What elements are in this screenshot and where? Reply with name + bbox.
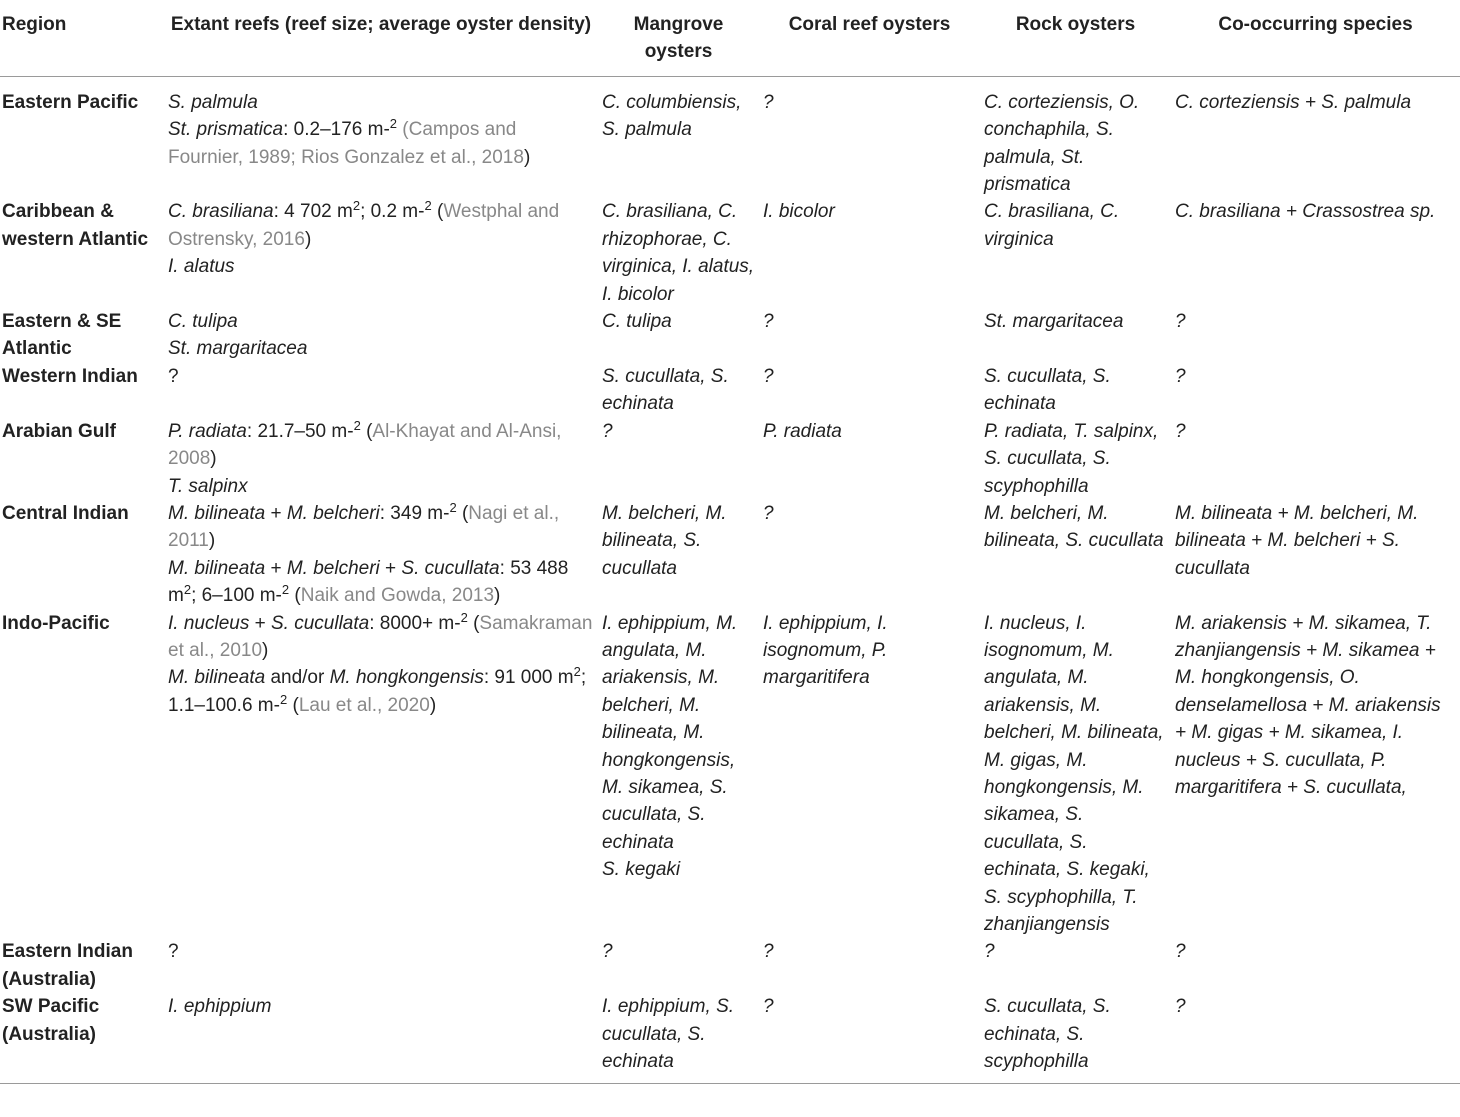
table-row: [0, 76, 1460, 198]
coral-reef-oysters-cell: ?: [763, 996, 774, 1018]
rock-oysters-cell: M. belcheri, M. bilineata, S. cucullata: [984, 502, 1164, 552]
citation-text: Nagi et al., 2011: [168, 502, 560, 552]
text-segment: ): [208, 530, 216, 552]
superscript: 2: [460, 609, 468, 625]
text-segment: P. radiata: [168, 420, 247, 442]
rock-oysters-cell: P. radiata, T. salpinx, S. cucullata, S. scyphophilla: [984, 420, 1159, 497]
text-segment: I. nucleus: [168, 612, 250, 634]
extant-reef-line: [168, 89, 594, 116]
citation-text: (Campos and Fournier, 1989; Rios Gonzalez et al., 2018: [168, 119, 524, 168]
rock-oysters-cell: S. cucullata, S. echinata, S. scyphophilla: [984, 996, 1111, 1073]
text-segment: (: [456, 502, 469, 524]
table-row: [0, 363, 1460, 418]
rock-oysters-cell: ?: [984, 941, 995, 963]
text-segment: C. brasiliana: [168, 201, 274, 223]
extant-reef-line: [168, 418, 594, 473]
table-row: [0, 500, 1460, 610]
extant-reef-line: [168, 253, 594, 280]
text-segment: ; 0.2 m-: [360, 201, 425, 223]
rock-oysters-cell: I. nucleus, I. isognomum, M. angulata, M. ariakensis, M. belcheri, M. bilineata, M. gigas, M. hongkongensis, M. sikamea, S. cucullata, S. echinata, S. kegaki, S. scyphophilla, T. zhanjiangensis: [984, 612, 1164, 935]
mangrove-oysters-list: I. ephippium, M. angulata, M. ariakensis, M. belcheri, M. bilineata, M. hongkongensis, M. sikamea, S. cucullata, S. echinata: [602, 612, 738, 853]
header-extant-reefs: Extant reefs (reef size; average oyster density): [164, 0, 598, 76]
text-segment: ): [304, 228, 312, 250]
region-cell: Arabian Gulf: [2, 420, 117, 442]
region-cell: SW Pacific (Australia): [2, 996, 100, 1045]
text-segment: . margaritacea: [185, 338, 308, 360]
text-segment: T. salpinx: [168, 475, 248, 497]
text-segment: (: [431, 201, 444, 223]
coral-reef-oysters-cell: I. ephippium, I. isognomum, P. margaritifera: [763, 612, 888, 689]
coral-reef-oysters-cell: P. radiata: [763, 420, 842, 442]
text-segment: M. hongkongensis: [329, 667, 484, 689]
rock-oysters-cell: St. margaritacea: [984, 311, 1124, 333]
text-segment: M. bilineata: [168, 557, 266, 579]
text-segment: ; 6–100 m-: [191, 585, 282, 607]
text-segment: (: [287, 694, 299, 716]
co-occurring-species-cell: ?: [1175, 941, 1186, 963]
text-segment: : 4 702 m: [273, 201, 353, 223]
table-body: [0, 76, 1460, 1083]
text-segment: ): [429, 694, 437, 716]
header-row: [0, 0, 1460, 76]
text-segment: M. belcheri: [286, 557, 380, 579]
co-occurring-species-cell: ?: [1175, 996, 1186, 1018]
citation-text: Naik and Gowda, 2013: [300, 585, 495, 607]
region-cell: Indo-Pacific: [2, 612, 110, 634]
rock-oysters-cell: S. cucullata, S. echinata: [984, 365, 1111, 415]
text-segment: +: [379, 557, 402, 579]
extant-reefs-cell: [164, 938, 598, 993]
extant-reef-line: [168, 610, 594, 665]
text-segment: ?: [168, 941, 179, 963]
text-segment: : 21.7–50 m-: [246, 420, 354, 442]
extant-reef-line: [168, 116, 594, 171]
extant-reef-line: [168, 500, 594, 555]
extant-reefs-cell: [164, 308, 598, 363]
header-coral-reef-oysters: Coral reef oysters: [759, 0, 980, 76]
coral-reef-oysters-cell: I. bicolor: [763, 201, 835, 223]
header-mangrove-line1: Mangrove: [633, 14, 724, 35]
region-cell: Caribbean & western Atlantic: [2, 201, 149, 250]
citation-text: Lau et al., 2020: [298, 694, 430, 716]
extant-reef-line: [168, 198, 594, 253]
rock-oysters-cell: C. brasiliana, C. virginica: [984, 201, 1120, 250]
text-segment: S. palmula: [168, 91, 258, 113]
coral-reef-oysters-cell: ?: [763, 502, 774, 524]
mangrove-oysters-cell: M. belcheri, M. bilineata, S. cucullata: [602, 502, 727, 579]
text-segment: : 53 488 m: [168, 557, 569, 607]
text-segment: ): [262, 639, 269, 661]
text-segment: (: [289, 585, 301, 607]
co-occurring-species-cell: M. ariakensis + M. sikamea, T. zhanjiangensis + M. sikamea + M. hongkongensis, O. denselamellosa + M. ariakensis + M. gigas + M. sikamea, I. nucleus + S. cucullata, P. margaritifera + S. cucullata,: [1175, 612, 1441, 798]
mangrove-oysters-extra: S. kegaki: [602, 859, 681, 881]
mangrove-oysters-cell: ?: [602, 420, 613, 442]
coral-reef-oysters-cell: ?: [763, 365, 774, 387]
text-segment: M. belcheri: [286, 502, 380, 524]
extant-reefs-cell: [164, 76, 598, 198]
table-row: [0, 993, 1460, 1083]
extant-reef-line: [168, 664, 594, 719]
extant-reef-line: [168, 993, 594, 1020]
citation-text: Al-Khayat and Al-Ansi, 2008: [168, 420, 562, 470]
superscript: 2: [424, 198, 432, 214]
extant-reef-line: [168, 363, 594, 390]
table-row: [0, 938, 1460, 993]
text-segment: +: [265, 502, 287, 524]
text-segment: : 0.2–176 m-: [283, 119, 390, 141]
header-co-occurring-species: Co-occurring species: [1171, 0, 1460, 76]
text-segment: M. bilineata: [168, 502, 266, 524]
text-segment: ): [210, 448, 217, 470]
extant-reefs-cell: [164, 993, 598, 1083]
region-cell: Central Indian: [2, 502, 129, 524]
extant-reef-line: [168, 335, 594, 362]
text-segment: I. ephippium: [168, 996, 272, 1018]
text-segment: : 91 000 m: [483, 667, 574, 689]
superscript: 2: [389, 116, 397, 132]
mangrove-oysters-cell: C. brasiliana, C. rhizophorae, C. virginica, I. alatus, I. bicolor: [602, 201, 755, 305]
co-occurring-species-cell: ?: [1175, 311, 1186, 333]
text-segment: ): [494, 585, 501, 607]
co-occurring-species-cell: C. brasiliana + Crassostrea sp.: [1175, 201, 1436, 223]
mangrove-oysters-cell: ?: [602, 941, 613, 963]
superscript: 2: [281, 582, 290, 598]
region-cell: Eastern Pacific: [2, 91, 139, 113]
extant-reefs-cell: [164, 500, 598, 610]
text-segment: S. cucullata: [270, 612, 370, 634]
extant-reefs-cell: [164, 610, 598, 939]
extant-reefs-cell: [164, 418, 598, 500]
extant-reefs-cell: [164, 198, 598, 308]
text-segment: +: [265, 557, 287, 579]
superscript: 2: [353, 417, 361, 433]
extant-reef-line: [168, 308, 594, 335]
text-segment: +: [249, 612, 271, 634]
header-mangrove-line2: oysters: [644, 41, 713, 63]
text-segment: ): [523, 146, 531, 168]
superscript: 2: [449, 499, 457, 515]
text-segment: St. prismatica: [168, 119, 284, 141]
citation-text: Samakraman et al., 2010: [168, 612, 593, 661]
region-cell: Eastern Indian (Australia): [2, 941, 133, 990]
text-segment: ?: [168, 365, 179, 387]
text-segment: ; 1.1–100.6 m-: [168, 667, 587, 716]
rock-oysters-cell: C. corteziensis, O. conchaphila, S. palmula, St. prismatica: [984, 91, 1140, 196]
text-segment: and/or: [265, 667, 330, 689]
text-segment: M. bilineata: [168, 667, 266, 689]
table-row: [0, 198, 1460, 308]
table-row: [0, 610, 1460, 939]
text-segment: (: [467, 612, 480, 634]
table-header: [0, 0, 1460, 76]
co-occurring-species-cell: C. corteziensis + S. palmula: [1175, 91, 1412, 113]
mangrove-oysters-cell: C. columbiensis, S. palmula: [602, 91, 742, 141]
citation-text: Westphal and Ostrensky, 2016: [168, 201, 560, 250]
mangrove-oysters-cell: C. tulipa: [602, 311, 672, 333]
extant-reefs-cell: [164, 363, 598, 418]
superscript: 2: [279, 691, 288, 707]
co-occurring-species-cell: ?: [1175, 420, 1186, 442]
region-cell: Western Indian: [2, 365, 138, 387]
text-segment: S. cucullata: [401, 557, 500, 579]
table-row: [0, 418, 1460, 500]
text-segment: (: [360, 420, 373, 442]
table-row: [0, 308, 1460, 363]
mangrove-oysters-cell: S. cucullata, S. echinata: [602, 365, 729, 415]
mangrove-oysters-cell: I. ephippium, S. cucullata, S. echinata: [602, 996, 735, 1073]
coral-reef-oysters-cell: ?: [763, 941, 774, 963]
superscript: 2: [573, 664, 581, 680]
header-region: Region: [0, 0, 164, 76]
text-segment: I. alatus: [168, 256, 235, 278]
region-cell: Eastern & SE Atlantic: [2, 311, 122, 360]
co-occurring-species-cell: M. bilineata + M. belcheri, M. bilineata + M. belcheri + S. cucullata: [1175, 502, 1419, 579]
extant-reef-line: [168, 555, 594, 610]
mangrove-oysters-cell: [598, 610, 759, 939]
text-segment: C. tulipa: [168, 311, 238, 333]
coral-reef-oysters-cell: ?: [763, 311, 774, 333]
header-mangrove-oysters: [598, 0, 759, 76]
superscript: 2: [352, 198, 361, 214]
text-segment: St: [168, 338, 186, 360]
extant-reef-line: [168, 938, 594, 965]
co-occurring-species-cell: ?: [1175, 365, 1186, 387]
extant-reef-line: [168, 473, 594, 500]
text-segment: : 349 m-: [379, 502, 450, 524]
coral-reef-oysters-cell: ?: [763, 91, 774, 113]
header-rock-oysters: Rock oysters: [980, 0, 1171, 76]
table-bottom-rule: [0, 1083, 1460, 1084]
text-segment: : 8000+ m-: [369, 612, 461, 634]
superscript: 2: [183, 582, 192, 598]
